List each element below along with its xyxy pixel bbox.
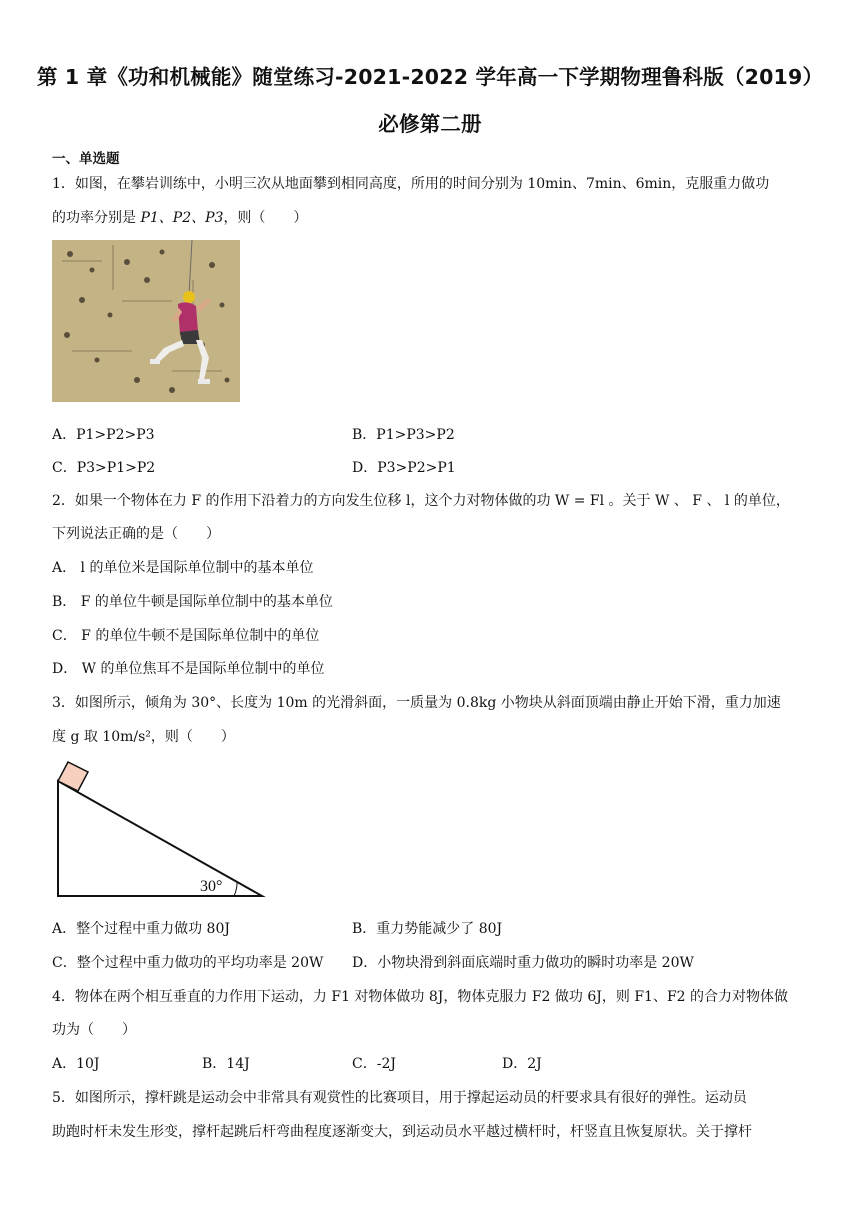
angle-label: 30° [200, 878, 223, 895]
q3-stem-line1: 3．如图所示，倾角为 30°、长度为 10m 的光滑斜面，一质量为 0.8kg 小物块从斜面顶端由静止开始下滑，重力加速 [52, 695, 781, 711]
section-heading: 一、单选题 [52, 151, 120, 167]
q3-option-a: A．整个过程中重力做功 80J [52, 921, 230, 937]
q2-option-d: D． W 的单位焦耳不是国际单位制中的单位 [52, 661, 325, 677]
q3-option-b: B．重力势能减少了 80J [352, 921, 503, 937]
q1-stem-line1: 1．如图，在攀岩训练中，小明三次从地面攀到相同高度，所用的时间分别为 10min、7min、6min，克服重力做功 [52, 176, 770, 192]
document-title-line1: 第 1 章《功和机械能》随堂练习-2021-2022 学年高一下学期物理鲁科版（2019） [36, 65, 824, 89]
incline-diagram [56, 758, 266, 900]
q2-option-c: C． F 的单位牛顿不是国际单位制中的单位 [52, 628, 320, 644]
q1-option-c: C．P3>P1>P2 [52, 460, 156, 476]
block-shape [58, 762, 88, 791]
q3-option-d: D．小物块滑到斜面底端时重力做功的瞬时功率是 20W [352, 955, 694, 971]
q1-vars: P1、P2、P3 [140, 210, 224, 226]
rock-climbing-photo [52, 240, 240, 402]
q4-option-d: D．2J [502, 1056, 542, 1072]
q1-option-b: B．P1>P3>P2 [352, 427, 455, 443]
q4-option-b: B．14J [202, 1056, 250, 1072]
q2-stem-line1: 2．如果一个物体在力 F 的作用下沿着力的方向发生位移 l，这个力对物体做的功 W = Fl 。关于 W 、 F 、 l 的单位， [52, 493, 790, 509]
q1-option-d: D．P3>P2>P1 [352, 460, 456, 476]
q1-option-a: A．P1>P2>P3 [52, 427, 155, 443]
q3-stem-line2: 度 g 取 10m/s²，则（ ） [52, 729, 235, 745]
q5-stem-line2: 助跑时杆未发生形变，撑杆起跳后杆弯曲程度逐渐变大，到运动员水平越过横杆时，杆竖直且恢复原状。关于撑杆 [52, 1124, 752, 1140]
q5-stem-line1: 5．如图所示，撑杆跳是运动会中非常具有观赏性的比赛项目，用于撑起运动员的杆要求具有很好的弹性。运动员 [52, 1090, 747, 1106]
q2-option-a: A． l 的单位米是国际单位制中的基本单位 [52, 560, 314, 576]
q1-stem-line2: 的功率分别是 P1、P2、P3，则（ ） [52, 210, 308, 226]
q2-stem-line2: 下列说法正确的是（ ） [52, 526, 220, 542]
document-title-line2: 必修第二册 [378, 112, 482, 136]
q2-option-b: B． F 的单位牛顿是国际单位制中的基本单位 [52, 594, 333, 610]
q4-stem-line2: 功为（ ） [52, 1022, 136, 1038]
q4-option-c: C．-2J [352, 1056, 396, 1072]
q4-option-a: A．10J [52, 1056, 100, 1072]
q4-stem-line1: 4．物体在两个相互垂直的力作用下运动，力 F1 对物体做功 8J，物体克服力 F2 做功 6J，则 F1、F2 的合力对物体做 [52, 989, 789, 1005]
q3-option-c: C．整个过程中重力做功的平均功率是 20W [52, 955, 324, 971]
